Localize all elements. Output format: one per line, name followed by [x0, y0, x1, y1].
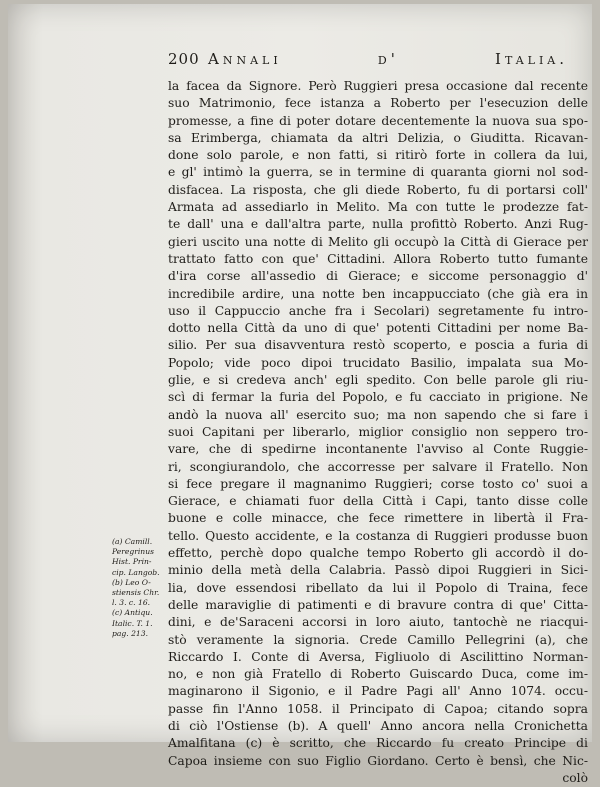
text-line: effetto, perchè dopo qualche tempo Roberto gli accordò il do- [168, 546, 588, 561]
text-line: vare, che di spedirne incontanente l'avviso al Conte Ruggie- [168, 442, 588, 457]
text-line: done solo parole, e non fatti, si ritirò forte in collera da lui, [168, 148, 588, 163]
margin-note-line: (a) Camill. [112, 537, 153, 546]
margin-note-line: Hist. Prin- [112, 557, 152, 567]
text-line: Armata ad assediarlo in Melito. Ma con tutte le prodezze fat- [168, 200, 588, 215]
text-line: Gierace, e chiamati fuor della Città i Capi, tanto disse colle [168, 494, 588, 509]
text-line: Riccardo I. Conte di Aversa, Figliuolo di Ascilittino Norman- [168, 649, 588, 664]
text-line: Amalfitana (c) è scritto, che Riccardo fu creato Principe di [168, 736, 588, 751]
page-header [168, 50, 568, 72]
catchword: colò [562, 770, 588, 785]
text-line: dotto nella Città da uno di que' potenti Cittadini per nome Ba- [168, 321, 588, 336]
text-line: incredibile ardire, una notte ben incappucciato (che già era in [168, 286, 588, 301]
text-line: dini, e de'Saraceni accorsi in loro aiuto, tantochè ne riacqui- [168, 615, 588, 630]
margin-note-line: stiensis Chr. [112, 588, 160, 598]
text-line: uso il Cappuccio anche fra i Secolari) segretamente fu intro- [168, 303, 588, 318]
text-line: si fece pregare il magnanimo Ruggieri; corse tosto co' suoi a [168, 476, 588, 491]
text-line: andò la nuova all' esercito suo; ma non sapendo che si fare i [168, 407, 588, 422]
text-line: tello. Questo accidente, e la costanza di Ruggieri produsse buon [168, 528, 588, 543]
text-line: sa Erimberga, chiamata da altri Delizia, o Giuditta. Ricavan- [168, 130, 588, 145]
text-line: te dall' una e dall'altra parte, nulla profittò Roberto. Anzi Rug- [168, 217, 588, 232]
text-line: Capoa insieme con suo Figlio Giordano. Certo è bensì, che Nic- [168, 753, 588, 768]
text-line: d'ira corse all'assedio di Gierace; e siccome personaggio d' [168, 269, 588, 284]
text-line: disfacea. La risposta, che gli diede Roberto, fu di portarsi coll' [168, 182, 588, 197]
text-line: gieri uscito una notte di Melito gli occupò la Città di Gierace per [168, 234, 588, 249]
margin-note-line: pag. 213. [112, 628, 148, 638]
margin-note-line: Peregrinus [112, 547, 154, 557]
margin-note-line: Italic. T. 1. [112, 618, 153, 628]
text-line: maginarono il Sigonio, e il Padre Pagi all' Anno 1074. occu- [168, 684, 588, 699]
text-line: di ciò l'Ostiense (b). A quell' Anno ancora nella Cronichetta [168, 718, 588, 733]
text-line: no, e non già Fratello di Roberto Guiscardo Duca, come im- [168, 667, 588, 682]
text-line: promesse, a fine di poter dotare decentemente la nuova sua spo- [168, 113, 588, 128]
text-line: ri, scongiurandolo, che accorresse per salvare il Fratello. Non [168, 459, 588, 474]
text-line: la facea da Signore. Però Ruggieri presa occasione dal recente [168, 79, 588, 93]
text-line: scì di fermar la furia del Popolo, e fu cacciato in prigione. Ne [168, 390, 588, 405]
text-line: stò veramente la signoria. Crede Camillo Pellegrini (a), che [168, 632, 588, 647]
text-line: trattato fatto con que' Cittadini. Allora Roberto tutto fumante [168, 251, 588, 266]
text-line: lia, dove essendosi ribellato da lui il Popolo di Traina, fece [168, 580, 588, 595]
book-page [8, 4, 592, 785]
text-line: glie, e si credeva anch' egli spedito. Con belle parole gli riu- [168, 373, 588, 388]
text-line: suoi Capitani per liberarlo, miglior consiglio non seppero tro- [168, 424, 588, 439]
running-title: Annali d' Italia. [208, 50, 568, 68]
text-line: suo Matrimonio, fece istanza a Roberto per l'esecuzion delle [168, 96, 588, 111]
text-line: Popolo; vide poco dipoi trucidato Basilio, impalata sua Mo- [168, 355, 588, 370]
margin-note-line: cip. Langob. [112, 567, 160, 577]
text-line: e gl' intimò la guerra, se in termine di quaranta giorni nol sod- [168, 165, 588, 180]
text-line: delle maraviglie di patimenti e di bravure contra di que' Citta- [168, 597, 588, 612]
page-number: 200 [168, 50, 200, 68]
margin-note-line: l. 3. c. 16. [112, 598, 151, 608]
margin-note-line: (b) Leo O- [112, 577, 151, 587]
text-line: buone e colle minacce, che fece rimettere in libertà il Fra- [168, 511, 588, 526]
body-text [168, 78, 588, 787]
margin-note-line: (c) Antiqu. [112, 608, 153, 618]
text-line: passe fin l'Anno 1058. il Principato di Capoa; citando sopra [168, 701, 588, 716]
text-line: minio della metà della Calabria. Passò dipoi Ruggieri in Sici- [168, 563, 588, 578]
margin-notes [112, 537, 168, 639]
text-line: silio. Per sua disavventura restò scoperto, e poscia a furia di [168, 338, 588, 353]
